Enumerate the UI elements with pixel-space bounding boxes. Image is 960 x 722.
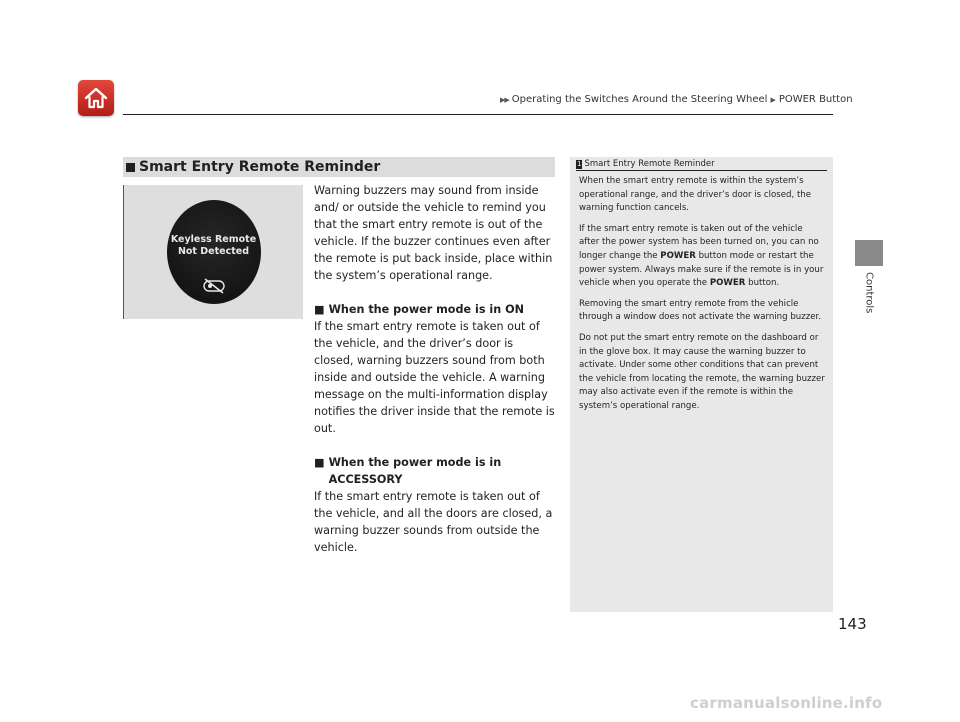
power-term: POWER xyxy=(709,278,746,289)
note-paragraph-4: Do not put the smart entry remote on the dashboard or in the glove box. It may cause the warning buzzer to activate. Under some other conditions that can prevent the vehicle from locating the remote, the warning buzzer may also activate even if the remote is within the system’s operational range. xyxy=(579,332,825,411)
subheading-accessory xyxy=(314,454,556,488)
section-heading xyxy=(123,157,555,177)
figure-display xyxy=(123,185,303,319)
note-paragraph-3: Removing the smart entry remote from the vehicle through a window does not activate the warning buzzer. xyxy=(579,298,822,323)
note-text: button mode or restart the power system. Always make sure if the remote is in your vehicle when you operate the xyxy=(579,250,824,289)
reference-number-icon: 1 xyxy=(577,159,582,168)
note-paragraph-1: When the smart entry remote is within the system’s operational range, and the driver’s door is closed, the warning function cancels. xyxy=(579,176,812,214)
breadcrumb-separator-icon: ▶ xyxy=(770,95,776,104)
chapter-tab-marker[interactable] xyxy=(855,240,883,266)
power-term: POWER xyxy=(660,250,696,261)
note-paragraph-2 xyxy=(579,223,825,291)
home-icon xyxy=(83,86,109,110)
intro-paragraph: Warning buzzers may sound from inside and/ or outside the vehicle to remind you that the smart entry remote is out of the vehicle. If the buzzer continues even after the remote is put back inside, place within the system’s operational range. xyxy=(314,184,553,282)
subheading-bullet-icon: ■ xyxy=(314,303,325,316)
mid-display-screen xyxy=(167,200,261,304)
note-title: Smart Entry Remote Reminder xyxy=(584,159,715,169)
breadcrumb-link-switches[interactable]: Operating the Switches Around the Steering Wheel xyxy=(511,94,768,105)
display-message xyxy=(171,234,256,258)
power-on-paragraph: If the smart entry remote is taken out of the vehicle, and the driver’s door is closed, warning buzzers sound from both inside and outside the vehicle. A warning message on the multi-information display notifies the driver inside that the remote is out. xyxy=(314,320,555,435)
breadcrumb-link-power-button[interactable]: POWER Button xyxy=(778,94,853,105)
page-number: 143 xyxy=(838,615,867,633)
section-title: Smart Entry Remote Reminder xyxy=(139,159,381,175)
watermark: carmanualsonline.info xyxy=(690,694,883,712)
chapter-tab-label[interactable]: Controls xyxy=(863,272,875,314)
display-line-2: Not Detected xyxy=(177,246,250,257)
section-square-icon xyxy=(126,163,135,172)
subheading-accessory-text: When the power mode is in ACCESSORY xyxy=(328,456,502,486)
breadcrumb-arrow-icon: ▶▶ xyxy=(500,95,509,104)
breadcrumb xyxy=(500,94,853,105)
header-rule xyxy=(123,114,833,115)
subheading-power-on-text: When the power mode is in ON xyxy=(328,303,524,316)
main-body xyxy=(314,182,556,556)
accessory-paragraph: If the smart entry remote is taken out of the vehicle, and all the doors are closed, a warning buzzer sounds from outside the vehicle. xyxy=(314,490,553,554)
note-text: button. xyxy=(745,278,780,289)
note-body xyxy=(570,171,833,414)
home-button[interactable] xyxy=(78,80,114,116)
remote-crossed-icon xyxy=(201,278,227,294)
subheading-power-on xyxy=(314,301,556,318)
subheading-bullet-icon: ■ xyxy=(314,456,325,469)
display-line-1: Keyless Remote xyxy=(170,234,257,245)
note-sidebar xyxy=(570,157,833,612)
note-header xyxy=(576,157,827,171)
note-text: If the smart entry remote is taken out of the vehicle after the power system has been turned on, you can no longer change the xyxy=(579,223,819,261)
